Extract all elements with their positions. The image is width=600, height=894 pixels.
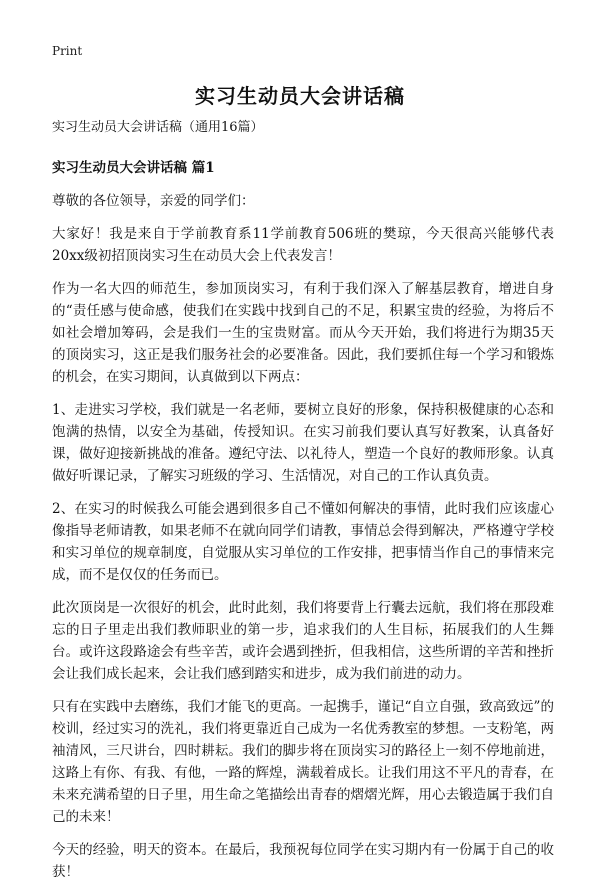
document-body xyxy=(52,117,554,894)
paragraph-opportunity: 此次顶岗是一次很好的机会，此时此刻，我们将要背上行囊去远航，我们将在那段难忘的日子里走出我们教师职业的第一步，追求我们的人生目标，拓展我们的人生舞台。或许这段路途会有些辛苦，或许会遇到挫折，但我相信，这些所谓的辛苦和挫折会让我们成长起来，会让我们感到踏实和进步，成为我们前进的动力。 xyxy=(52,600,554,682)
print-link[interactable]: Print xyxy=(52,44,83,58)
paragraph-point-2: 2、在实习的时候我么可能会遇到很多自己不懂如何解决的事情，此时我们应该虚心像指导老师请教，如果老师不在就向同学们请教，事情总会得到解决，严格遵守学校和实习单位的规章制度，自觉服从实习单位的工作安排，把事情当作自己的事情来完成，而不是仅仅的任务而已。 xyxy=(52,501,554,583)
paragraph-point-1: 1、走进实习学校，我们就是一名老师，要树立良好的形象，保持积极健康的心态和饱满的热情，以安全为基础，传授知识。在实习前我们要认真写好教案，认真备好课，做好迎接新挑战的准备。遵纪守法、以礼待人，塑造一个良好的教师形象。认真做好听课记录，了解实习班级的学习、生活情况，对自己的工作认真负责。 xyxy=(52,402,554,484)
paragraph-purpose: 作为一名大四的师范生，参加顶岗实习，有利于我们深入了解基层教育，增进自身的“责任感与使命感，使我们在实践中找到自己的不足，积累宝贵的经验，为将后不如社会增加筹码，会是我们一生的宝贵财富。而从今天开始，我们将进行为期35天的顶岗实习，这正是我们服务社会的必要准备。因此，我们要抓住每一个学习和锻炼的机会，在实习期间，认真做到以下两点： xyxy=(52,281,554,385)
page-title: 实习生动员大会讲话稿 xyxy=(195,84,405,108)
paragraph-greeting: 尊敬的各位领导，亲爱的同学们： xyxy=(52,193,255,209)
document-subtitle: 实习生动员大会讲话稿（通用16篇） xyxy=(52,120,264,135)
paragraph-closing: 今天的经验，明天的资本。在最后，我预祝每位同学在实习期内有一份属于自己的收获！ xyxy=(52,842,554,880)
paragraph-practice: 只有在实践中去磨练，我们才能飞的更高。一起携手，谨记“自立自强，致高致远”的校训，经过实习的洗礼，我们将更靠近自己成为一名优秀教室的梦想。一支粉笔，两袖清风，三尺讲台，四时耕耘。我们的脚步将在顶岗实习的路径上一刻不停地前进，这路上有你、有我、有他，一路的辉煌，满载着成长。让我们用这不平凡的青春，在未来充满希望的日子里，用生命之笔描绘出青春的熠熠光辉，用心去锻造属于我们自己的未来！ xyxy=(52,699,554,825)
paragraph-intro: 大家好！我是来自于学前教育系11学前教育506班的樊琼，今天很高兴能够代表20xx级初招顶岗实习生在动员大会上代表发言！ xyxy=(52,226,554,264)
section-heading: 实习生动员大会讲话稿 篇1 xyxy=(52,160,215,176)
